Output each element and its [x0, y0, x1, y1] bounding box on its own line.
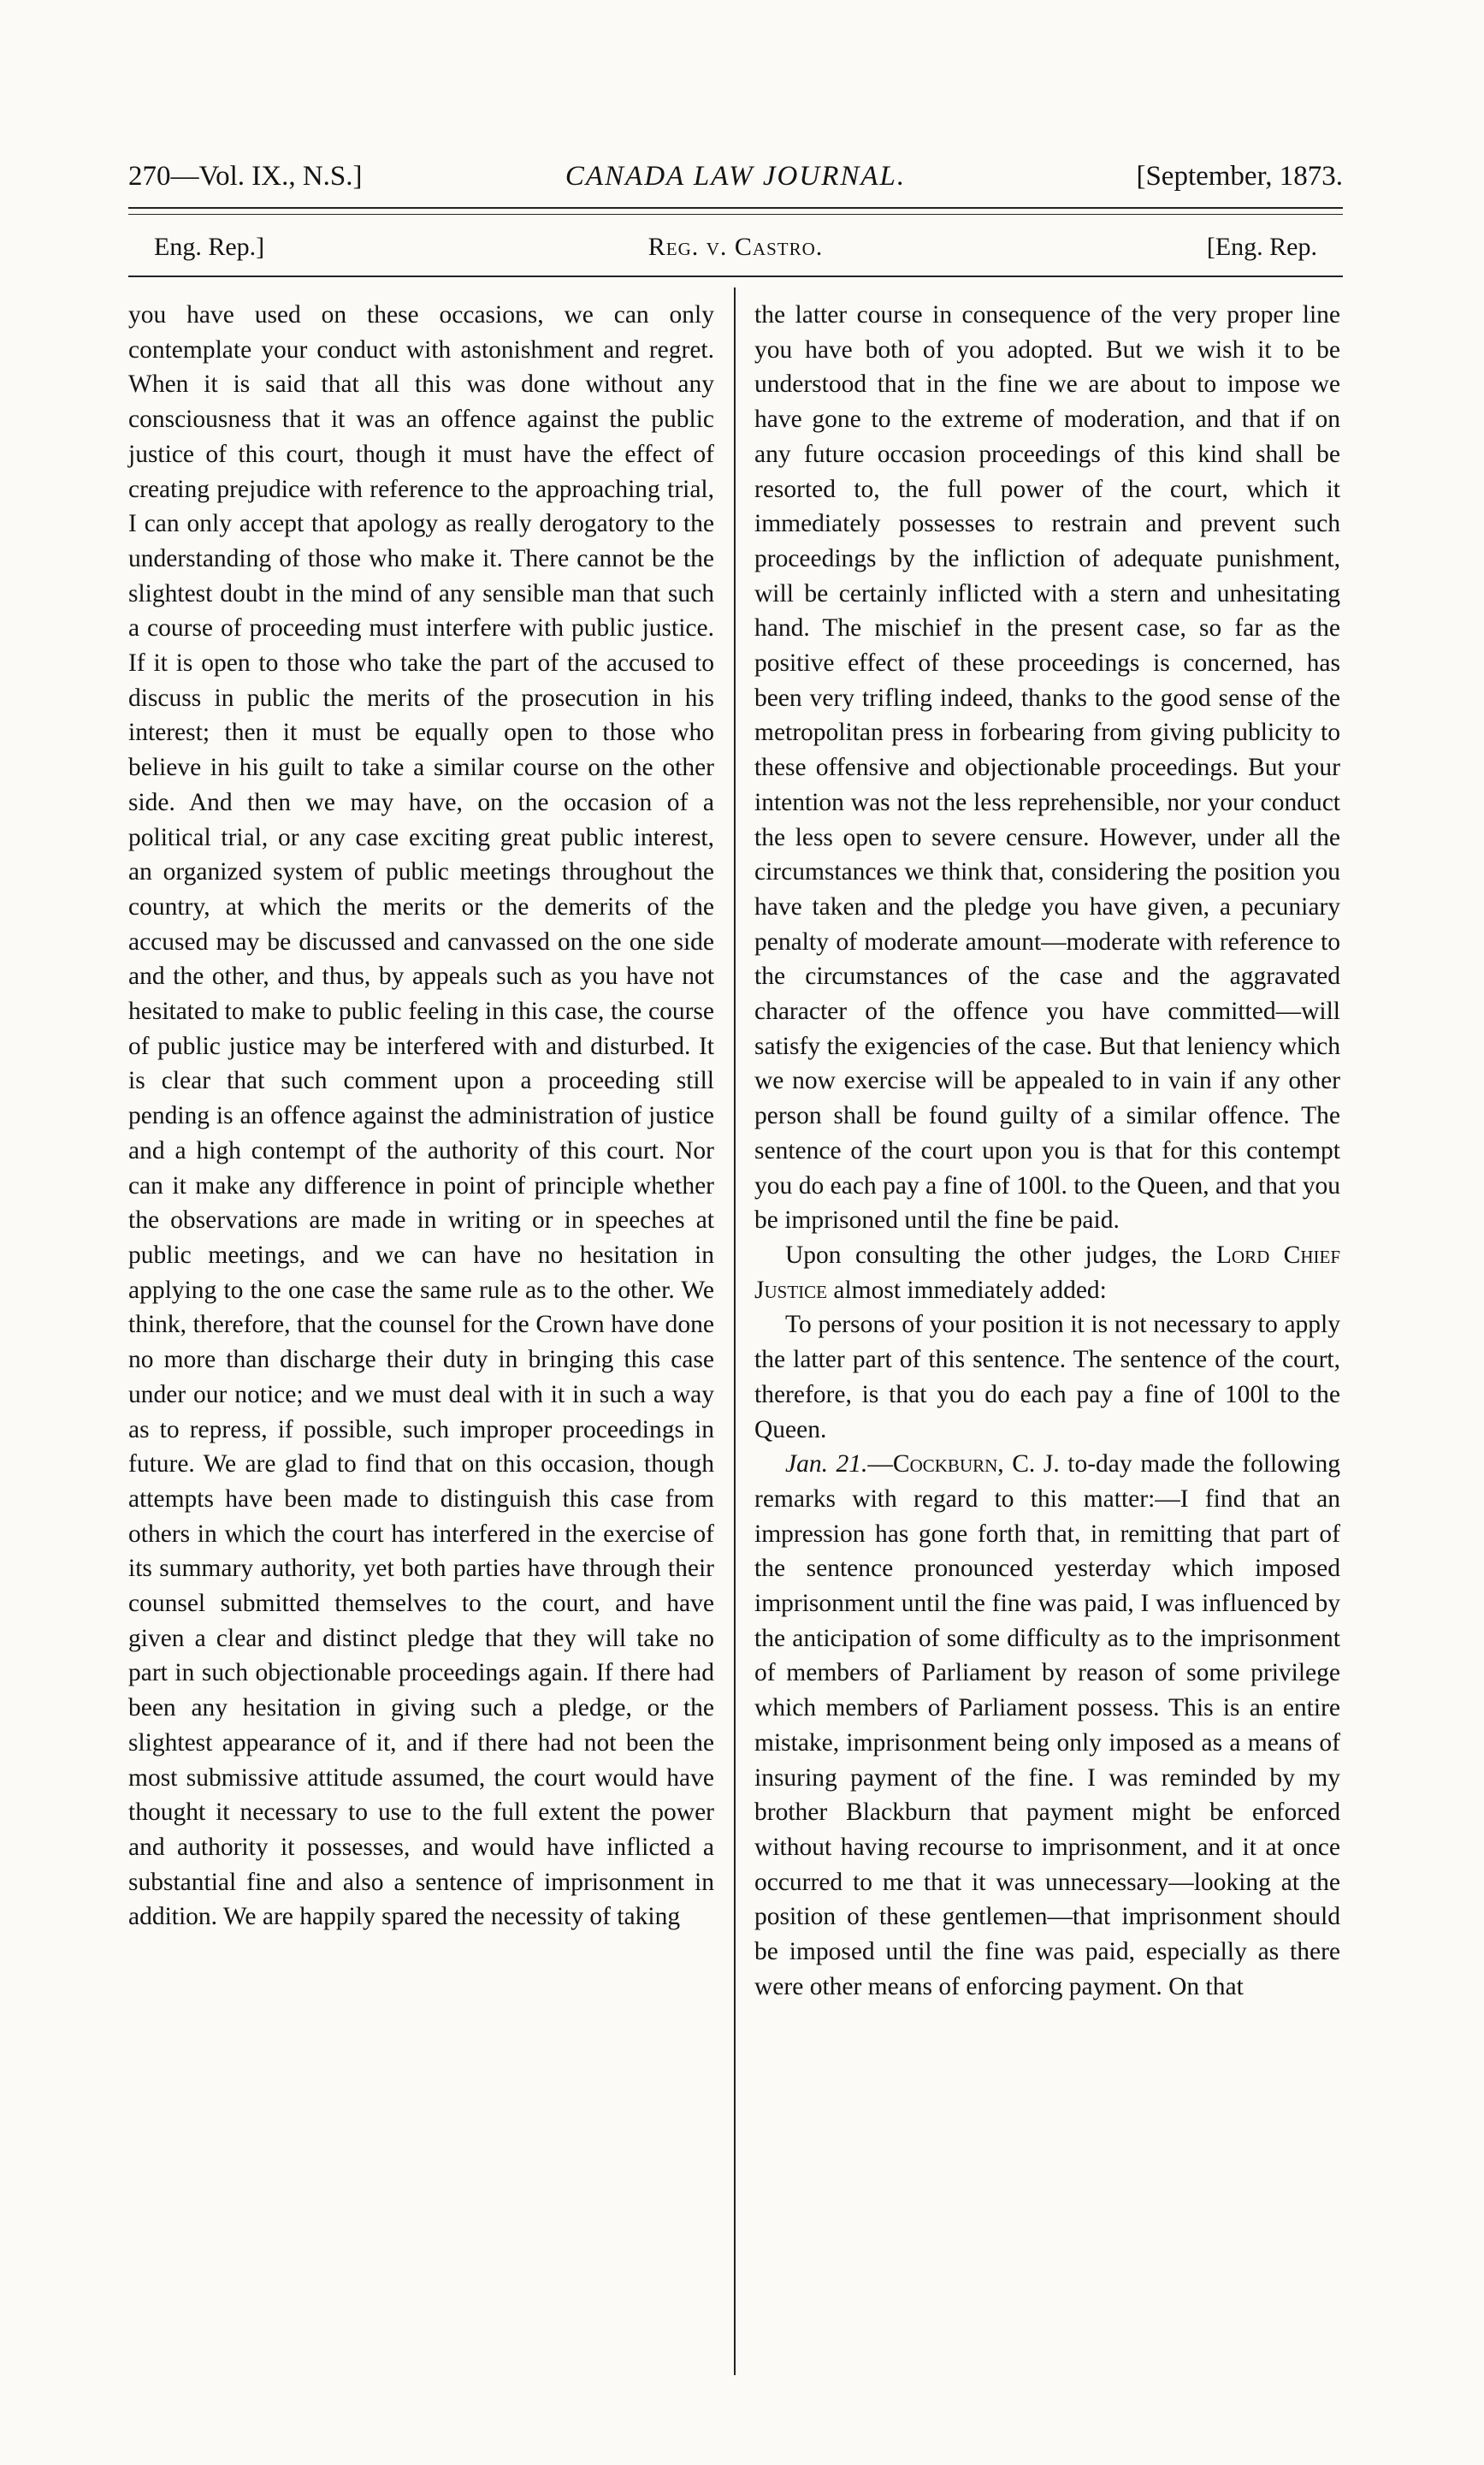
issue-date: [September, 1873.: [1136, 161, 1343, 192]
left-paragraph-1: you have used on these occasions, we can only contemplate your conduct with astonishment and regret. When it is said that all this was done without any consciousness that it was an offence against the public justice of this court, though it must have the effect of creating prejudice with reference to the approaching trial, I can only accept that apology as really derogatory to the understanding of those who make it. There cannot be the slightest doubt in the mind of any sensible man that such a course of proceeding must interfere with public justice. If it is open to those who take the part of the accused to discuss in public the merits of the prosecution in his interest; then it must be equally open to those who believe in his guilt to take a similar course on the other side. And then we may have, on the occasion of a political trial, or any case exciting great public interest, an organized system of public meetings throughout the country, at which the merits or the demerits of the accused may be discussed and canvassed on the one side and the other, and thus, by appeals such as you have not hesitated to make to public feeling in this case, the course of public justice may be interfered with and disturbed. It is clear that such comment upon a proceeding still pending is an offence against the administration of justice and a high contempt of the authority of this court. Nor can it make any difference in point of principle whether the observations are made in writing or in speeches at public meetings, and we can have no hesitation in applying to the one case the same rule as to the other. We think, therefore, that the counsel for the Crown have done no more than discharge their duty in bringing this case under our notice; and we must deal with it in such a way as to repress, if possible, such improper proceedings in future. We are glad to find that on this occasion, though attempts have been made to distinguish this case from others in which the court has interfered in the exercise of its summary authority, yet both parties have through their counsel submitted themselves to the court, and have given a clear and distinct pledge that they will take no part in such objectionable proceedings again. If there had been any hesitation in giving such a pledge, or the slightest appearance of it, and if there had not been the most submissive attitude assumed, the court would have thought it necessary to use to the full extent the power and authority it possesses, and would have inflicted a substantial fine and also a sentence of imprisonment in addition. We are happily spared the necessity of taking: [128, 301, 714, 1931]
header-rule-top: [128, 207, 1343, 209]
right-paragraph-1: the latter course in consequence of the very proper line you have both of you adopted. But we wish it to be understood that in the fine we are about to impose we have gone to the extreme of moderation, and that if on any future occasion proceedings of this kind shall be resorted to, the full power of the court, which it immediately possesses to restrain and prevent such proceedings by the infliction of adequate punishment, will be certainly inflicted with a stern and unhesitating hand. The mischief in the present case, so far as the positive effect of these proceedings is concerned, has been very trifling indeed, thanks to the good sense of the metropolitan press in forbearing from giving publicity to these offensive and objectionable proceedings. But your intention was not the less reprehensible, nor your conduct the less open to severe censure. However, under all the circumstances we think that, considering the position you have taken and the pledge you have given, a pecuniary penalty of moderate amount—moderate with reference to the circumstances of the case and the aggravated character of the offence you have committed—will satisfy the exigencies of the case. But that leniency which we now exercise will be appealed to in vain if any other person shall be found guilty of a similar offence. The sentence of the court upon you is that for this contempt you do each pay a fine of 100l. to the Queen, and that you be imprisoned until the fine be paid.: [754, 301, 1340, 1235]
journal-title: CANADA LAW JOURNAL.: [565, 161, 907, 192]
case-head-left: Eng. Rep.]: [154, 233, 265, 261]
case-head-rule: [128, 276, 1343, 277]
header-rule-bottom: [128, 214, 1343, 215]
page-number-volume: 270—Vol. IX., N.S.]: [128, 161, 363, 192]
right-paragraph-4: [754, 1447, 1340, 2004]
p4-text: , C. J. to-day made the following remarks with regard to this matter:—I find that an impression has gone forth that, in remitting that part of the sentence pronounced yesterday which imposed imprisonment until the fine was paid, I was influenced by the anticipation of some difficulty as to the imprisonment of members of Parliament by reason of some privilege which members of Parliament possess. This is an entire mistake, imprisonment being only imposed as a means of insuring payment of the fine. I was reminded by my brother Blackburn that payment might be enforced without having recourse to imprisonment, and it at once occurred to me that it was unnecessary—looking at the position of these gentlemen—that imprisonment should be imposed until the fine was paid, especially as there were other means of enforcing payment. On that: [754, 1450, 1340, 2000]
left-column: [128, 298, 714, 1935]
running-head: [128, 161, 1343, 199]
entry-date: Jan. 21.: [785, 1450, 868, 1478]
p2-text-b: almost immediately added:: [826, 1276, 1107, 1304]
right-paragraph-2: [754, 1238, 1340, 1307]
case-head-right: [Eng. Rep.: [1206, 233, 1317, 261]
lord-chief-justice: Lord Chief Justice: [754, 1241, 1340, 1304]
judge-name: Cockburn: [892, 1450, 998, 1478]
right-column: [754, 298, 1340, 2004]
entry-dash: —: [867, 1450, 893, 1478]
case-head: [154, 233, 1317, 267]
case-title: Reg. v. Castro.: [647, 233, 824, 261]
column-divider: [734, 287, 736, 2375]
right-paragraph-3: To persons of your position it is not necessary to apply the latter part of this sentence. The sentence of the court, therefore, is that you do each pay a fine of 100l to the Queen.: [754, 1311, 1340, 1443]
p2-text-a: Upon consulting the other judges, the: [785, 1241, 1216, 1269]
